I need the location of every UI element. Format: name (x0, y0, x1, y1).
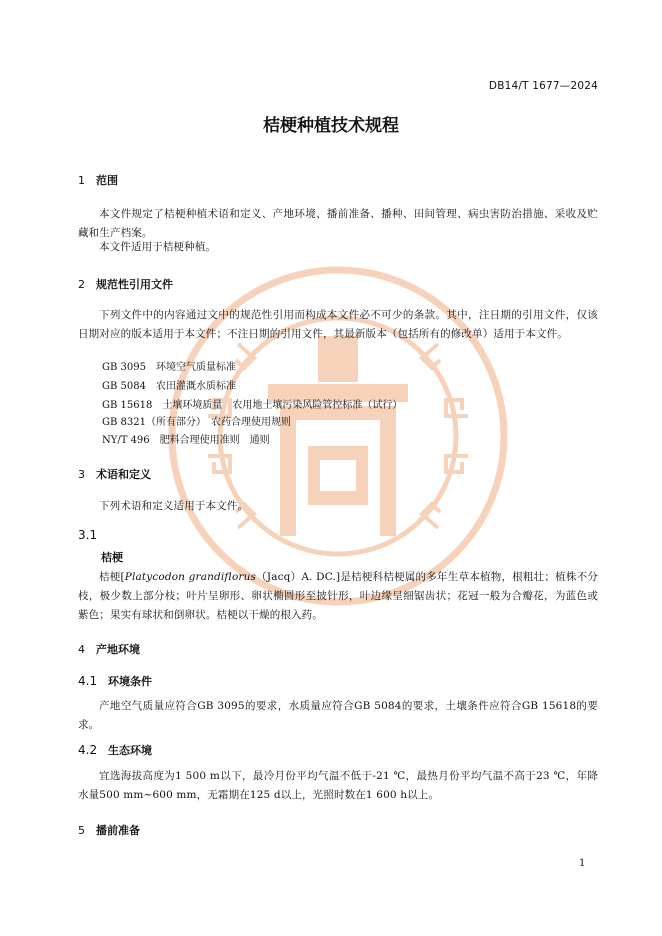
subsection-4-2-heading (78, 742, 152, 758)
subsection-title: 生态环境 (108, 744, 152, 757)
section-2-heading (78, 276, 173, 292)
term-name: 桔梗 (101, 551, 123, 564)
subsection-number: 4.1 (78, 674, 98, 688)
subsection-4-1-heading (78, 673, 152, 689)
subsection-title: 环境条件 (108, 675, 152, 688)
section-1-paragraph-1: 本文件规定了桔梗种植术语和定义、产地环境、播前准备、播种、田间管理、病虫害防治措施、采收及贮藏和生产档案。 (78, 208, 598, 239)
section-4-heading (78, 641, 140, 657)
reference-item: NY/T 496 肥料合理使用准则 通则 (102, 435, 270, 446)
subsection-number: 4.2 (78, 743, 98, 757)
term-number: 3.1 (78, 528, 98, 542)
reference-item: GB 3095 环境空气质量标准 (102, 362, 236, 373)
section-2-paragraph-1: 下列文件中的内容通过文中的规范性引用而构成本文件必不可少的条款。其中，注日期的引用文件，仅该日期对应的版本适用于本文件；不注日期的引用文件，其最新版本（包括所有的修改单）适用于本文件。 (78, 309, 598, 340)
document-code: DB14/T 1677—2024 (488, 80, 598, 92)
reference-item: GB 15618 土壤环境质量 农用地土壤污染风险管控标准（试行） (102, 400, 403, 411)
section-number: 4 (78, 643, 85, 656)
section-title: 播前准备 (96, 824, 140, 837)
section-title: 产地环境 (96, 643, 140, 656)
page-number: 1 (579, 858, 586, 869)
term-definition (78, 568, 598, 625)
subsection-4-1-paragraph: 产地空气质量应符合GB 3095的要求，水质量应符合GB 5084的要求，土壤条件应符合GB 15618的要求。 (78, 700, 598, 731)
section-3-heading (78, 466, 151, 482)
section-3-paragraph-1: 下列术语和定义适用于本文件。 (99, 500, 249, 512)
section-1-paragraph-2: 本文件适用于桔梗种植。 (99, 241, 217, 253)
definition-prefix: 桔梗[ (99, 571, 125, 583)
section-1-heading (78, 172, 118, 188)
section-number: 1 (78, 174, 85, 187)
reference-item: GB 5084 农田灌溉水质标准 (102, 381, 236, 392)
section-number: 3 (78, 468, 85, 481)
latin-name: Platycodon grandiflorus (124, 571, 257, 583)
section-title: 术语和定义 (96, 468, 151, 481)
section-title: 范围 (96, 174, 118, 187)
reference-item: GB 8321（所有部分） 农药合理使用规则 (102, 417, 291, 428)
section-5-heading (78, 822, 140, 838)
definition-text: （Jacq）A. DC.]是桔梗科桔梗属的多年生草本植物，根粗壮；植株不分枝，极少数上部分枝；叶片呈卵形、卵状椭圆形至披针形，叶边缘呈细锯齿状；花冠一般为合瓣花，为蓝色或紫色；果实有球状和倒卵状。桔梗以干燥的根入药。 (78, 571, 599, 621)
subsection-4-2-paragraph: 宜选海拔高度为1 500 m以下，最冷月份平均气温不低于-21 ℃，最热月份平均气温不高于23 ℃，年降水量500 mm~600 mm，无霜期在125 d以上，光照时数在1 600 h以上。 (78, 770, 598, 801)
document-title: 桔梗种植技术规程 (263, 116, 399, 136)
section-number: 5 (78, 824, 85, 837)
section-title: 规范性引用文件 (96, 278, 173, 291)
section-number: 2 (78, 278, 85, 291)
